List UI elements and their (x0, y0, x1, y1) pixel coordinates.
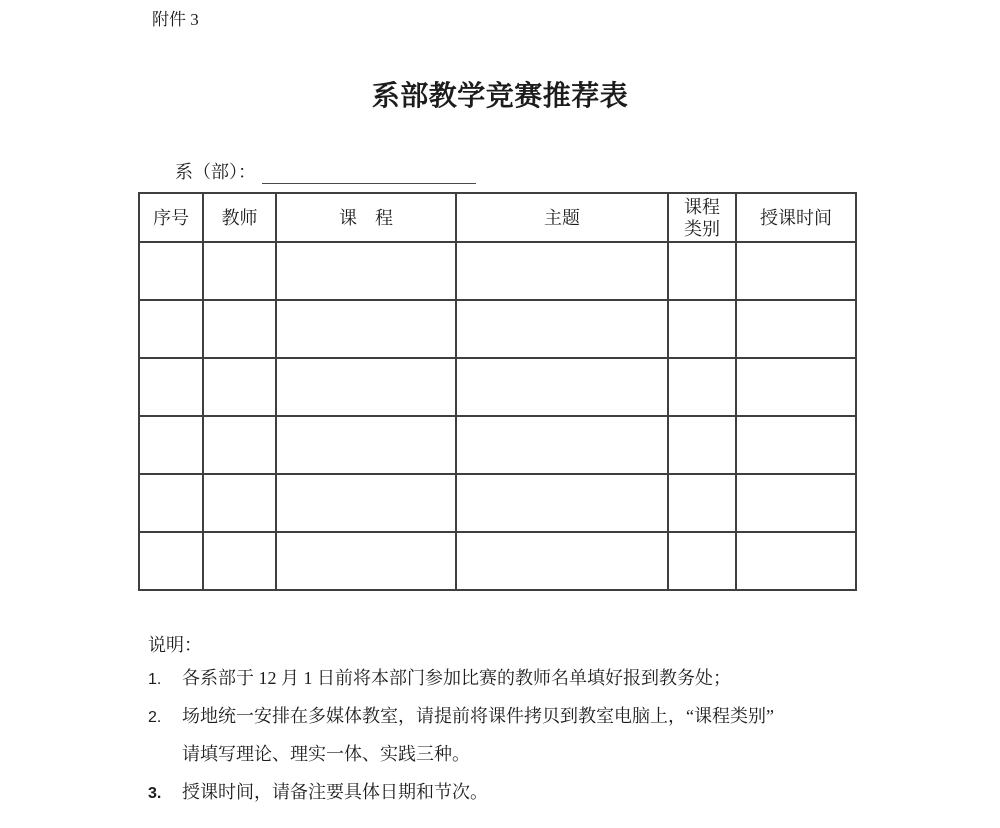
note-item-2 (148, 704, 878, 780)
header-cell: 课程类别 (668, 193, 736, 242)
attachment-label: 附件 3 (152, 10, 199, 29)
table-cell (203, 300, 276, 358)
note-number: 2. (148, 709, 162, 726)
note-text: 请填写理论、理实一体、实践三种。 (182, 744, 470, 764)
note-text: 各系部于 12 月 1 日前将本部门参加比赛的教师名单填好报到教务处； (182, 668, 731, 688)
table-cell (736, 242, 856, 300)
table-cell (456, 532, 668, 590)
table-cell (668, 300, 736, 358)
table-header-row (139, 193, 856, 242)
table-cell (203, 416, 276, 474)
table-cell (139, 474, 203, 532)
table-row (139, 242, 856, 300)
table-cell (139, 532, 203, 590)
table-cell (276, 416, 456, 474)
table-cell (456, 358, 668, 416)
header-cell: 主题 (456, 193, 668, 242)
table-cell (456, 242, 668, 300)
table-cell (668, 242, 736, 300)
table-row (139, 416, 856, 474)
header-cell: 课 程 (276, 193, 456, 242)
header-cell: 教师 (203, 193, 276, 242)
page-title: 系部教学竞赛推荐表 (371, 81, 629, 112)
header-cell: 序号 (139, 193, 203, 242)
notes-heading: 说明： (148, 635, 202, 655)
note-item-3 (148, 780, 878, 818)
header-cell: 授课时间 (736, 193, 856, 242)
table-cell (456, 416, 668, 474)
table-cell (736, 300, 856, 358)
table-row (139, 474, 856, 532)
table-cell (203, 358, 276, 416)
note-line (148, 742, 878, 780)
table-cell (276, 300, 456, 358)
table-cell (668, 416, 736, 474)
table-cell (736, 532, 856, 590)
table-cell (139, 416, 203, 474)
table-cell (139, 358, 203, 416)
table-cell (139, 300, 203, 358)
notes-section (148, 633, 878, 818)
table-body (139, 242, 856, 590)
note-text: 场地统一安排在多媒体教室，请提前将课件拷贝到教室电脑上，“课程类别” (182, 706, 774, 726)
table-cell (736, 358, 856, 416)
note-line (148, 704, 878, 742)
table-row (139, 358, 856, 416)
note-number: 1. (148, 671, 162, 688)
department-blank-field (262, 162, 476, 184)
table-cell (203, 474, 276, 532)
table-cell (668, 474, 736, 532)
table-cell (203, 532, 276, 590)
table-cell (668, 532, 736, 590)
note-line (148, 666, 878, 704)
table-cell (668, 358, 736, 416)
table-cell (276, 532, 456, 590)
note-item-1 (148, 666, 878, 704)
table-row (139, 300, 856, 358)
table-cell (139, 242, 203, 300)
department-line (175, 160, 476, 184)
note-text: 授课时间，请备注要具体日期和节次。 (182, 782, 488, 802)
table-cell (736, 416, 856, 474)
table-cell (276, 242, 456, 300)
table-row (139, 532, 856, 590)
note-line (148, 780, 878, 818)
table-cell (456, 300, 668, 358)
table-cell (276, 474, 456, 532)
note-number: 3. (148, 785, 162, 802)
table-cell (203, 242, 276, 300)
table-cell (276, 358, 456, 416)
department-label: 系（部）： (175, 162, 256, 182)
recommendation-table (138, 192, 857, 591)
table-cell (456, 474, 668, 532)
table-cell (736, 474, 856, 532)
